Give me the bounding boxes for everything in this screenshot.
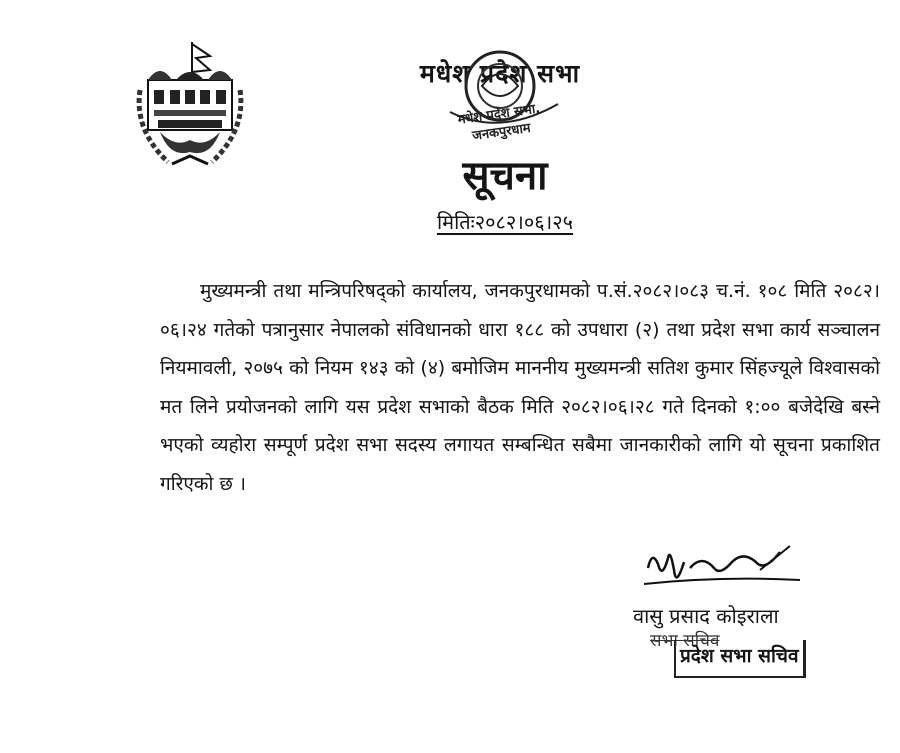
assembly-emblem-icon: [130, 40, 250, 170]
handwritten-signature-icon: [640, 540, 810, 595]
signatory-title-struck: सभा सचिव: [650, 631, 720, 651]
notice-body: मुख्यमन्त्री तथा मन्त्रिपरिषद्को कार्यालय, जनकपुरधामको प.सं.२०८२।०८३ च.नं. १०८ मिति २०८२।०६।२४ गतेको पत्रानुसार नेपालको संविधानको धारा १८८ को उपधारा (२) तथा प्रदेश सभा कार्य सञ्चालन नियमावली, २०७५ को नियम १४३ को (४) बमोजिम माननीय मुख्यमन्त्री सतिश कुमार सिंहज्यूले विश्वासको मत लिने प्रयोजनको लागि यस प्रदेश सभाको बैठक मिति २०८२।०६।२८ गते दिनको १:०० बजेदेखि बस्ने भएको व्यहोरा सम्पूर्ण प्रदेश सभा सदस्य लगायत सम्बन्धित सबैमा जानकारीको लागि यो सूचना प्रकाशित गरिएको छ ।: [160, 280, 880, 495]
organization-name: मधेश प्रदेश सभा: [419, 59, 581, 88]
signatory-title-stamp: प्रदेश सभा सचिव: [674, 640, 806, 678]
signatory-name: वासु प्रसाद कोइराला: [633, 604, 779, 628]
notice-date: मितिः२०८२।०६।२५: [436, 210, 574, 234]
notice-title: सूचना: [462, 153, 548, 199]
stamp-text: मधेश प्रदेश सभा, जनकपुरधाम: [456, 101, 542, 144]
